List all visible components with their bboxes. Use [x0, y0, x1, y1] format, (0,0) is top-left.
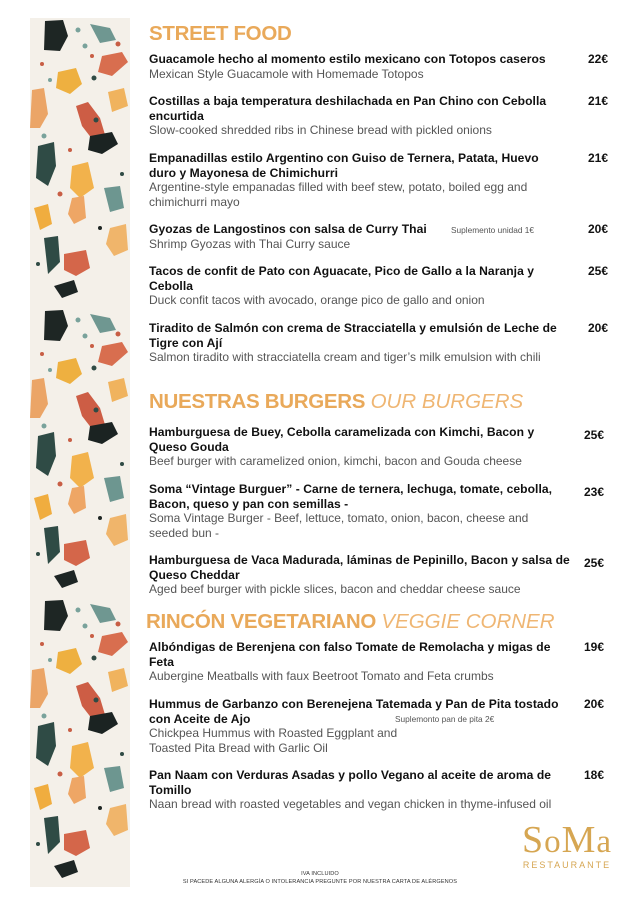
- item-name: Tacos de confit de Pato con Aguacate, Pico de Gallo a la Naranja y Cebolla: [149, 264, 535, 293]
- menu-item: [149, 222, 619, 251]
- item-price: 25€: [584, 428, 605, 442]
- item-name: Tiradito de Salmón con crema de Stracciatella y emulsión de Leche de Tigre con Ají: [149, 321, 557, 350]
- item-name: Hamburguesa de Buey, Cebolla caramelizada con Kimchi, Bacon y Queso Gouda: [149, 425, 535, 454]
- item-description: Chickpea Hummus with Roasted Eggplant and Toasted Pita Bread with Garlic Oil: [149, 726, 398, 755]
- section-title-es: NUESTRAS BURGERS: [149, 390, 366, 413]
- item-price: 20€: [588, 222, 609, 236]
- logo-wordmark: SoMa: [521, 819, 613, 861]
- section-title-street-food: [149, 22, 291, 46]
- logo-subtitle: RESTAURANTE: [522, 860, 612, 870]
- item-name: Soma “Vintage Burguer” - Carne de ternera, lechuga, tomate, cebolla, Bacon, queso y pan con semillas -: [149, 482, 553, 511]
- item-description: Mexican Style Guacamole with Homemade Totopos: [149, 66, 424, 81]
- menu-item: [149, 52, 619, 81]
- terrazzo-pattern-icon: [30, 18, 130, 887]
- item-name: Guacamole hecho al momento estilo mexicano con Totopos caseros: [149, 52, 546, 66]
- allergen-note: SI PACEDE ALGUNA ALERGÍA O INTOLERANCIA PREGUNTE POR NUESTRA CARTA DE ALÉRGENOS: [182, 879, 458, 885]
- menu-item: [149, 553, 619, 597]
- section-title-burgers: [149, 390, 523, 414]
- item-price: 25€: [584, 556, 605, 570]
- item-price: 22€: [588, 52, 609, 66]
- item-name: Empanadillas estilo Argentino con Guiso de Ternera, Patata, Huevo duro y Mayonesa de Chimichurri: [149, 151, 539, 180]
- item-description: Beef burger with caramelized onion, kimchi, bacon and Gouda cheese: [149, 454, 522, 468]
- item-name: Pan Naam con Verduras Asadas y pollo Vegano al aceite de aroma de Tomillo: [149, 768, 552, 797]
- section-title-es: RINCÓN VEGETARIANO: [146, 610, 376, 633]
- item-price: 21€: [588, 151, 609, 165]
- section-title-veggie: [146, 610, 555, 634]
- item-description: Slow-cooked shredded ribs in Chinese bread with pickled onions: [149, 123, 492, 137]
- item-name: Hummus de Garbanzo con Berenejena Tatemada y Pan de Pita tostado con Aceite de Ajo: [149, 697, 559, 726]
- menu-item: [149, 768, 619, 812]
- menu-item: [149, 264, 619, 308]
- item-description: Aubergine Meatballs with faux Beetroot Tomato and Feta crumbs: [149, 669, 494, 683]
- item-name: Gyozas de Langostinos con salsa de Curry Thai: [149, 222, 427, 236]
- item-price: 25€: [588, 264, 609, 278]
- section-title-en: VEGGIE CORNER: [381, 610, 555, 633]
- item-price: 20€: [584, 697, 605, 711]
- item-price: 23€: [584, 485, 605, 499]
- item-name: Hamburguesa de Vaca Madurada, láminas de Pepinillo, Bacon y salsa de Queso Cheddar: [149, 553, 570, 582]
- item-supplement-note: Suplemonto pan de pita 2€: [395, 714, 495, 724]
- item-description: Duck confit tacos with avocado, orange pico de gallo and onion: [149, 293, 485, 307]
- menu-item: [149, 640, 619, 684]
- menu-item: [149, 321, 619, 365]
- item-description: Salmon tiradito with stracciatella cream and tiger’s milk emulsion with chili: [149, 350, 541, 364]
- item-supplement-note: Suplemento unidad 1€: [451, 225, 535, 235]
- vat-included-note: IVA INCLUIDO: [301, 871, 339, 877]
- footer-notes: [160, 870, 480, 886]
- item-name: Albóndigas de Berenjena con falso Tomate de Remolacha y migas de Feta: [149, 640, 551, 669]
- item-name: Costillas a baja temperatura deshilachada en Pan Chino con Cebolla encurtida: [149, 94, 547, 123]
- section-title-es: STREET FOOD: [149, 22, 292, 45]
- item-price: 19€: [584, 640, 605, 654]
- item-description: Soma Vintage Burger - Beef, lettuce, tomato, onion, bacon, cheese and seeded bun -: [149, 511, 529, 540]
- menu-item: [149, 94, 619, 138]
- item-price: 18€: [584, 768, 605, 782]
- menu-item: [149, 482, 619, 540]
- soma-logo: [512, 819, 622, 870]
- menu-item: [149, 425, 619, 469]
- terrazzo-decorative-strip: [30, 18, 130, 887]
- item-price: 20€: [588, 321, 609, 335]
- item-description: Shrimp Gyozas with Thai Curry sauce: [149, 236, 351, 251]
- section-title-en: OUR BURGERS: [370, 390, 524, 413]
- menu-item: [149, 697, 619, 755]
- item-description: Naan bread with roasted vegetables and vegan chicken in thyme-infused oil: [149, 797, 552, 811]
- menu-item: [149, 151, 619, 209]
- item-description: Aged beef burger with pickle slices, bacon and cheddar cheese sauce: [149, 582, 521, 596]
- item-description: Argentine-style empanadas filled with beef stew, potato, boiled egg and chimichurri mayo: [149, 180, 528, 209]
- item-price: 21€: [588, 94, 609, 108]
